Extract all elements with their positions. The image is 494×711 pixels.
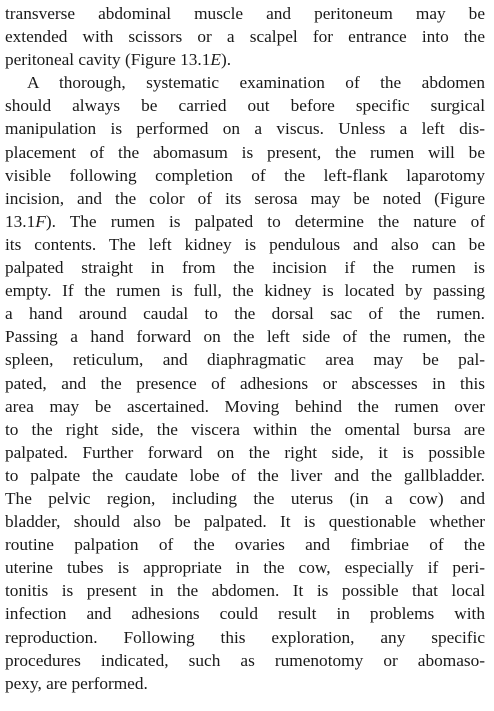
text-line: pated, and the presence of adhesions or abscesses in this [5, 373, 485, 393]
text-line: area may be ascertained. Moving behind the rumen over [5, 396, 485, 416]
text-line: tonitis is present in the abdomen. It is possible that local [5, 581, 485, 601]
figure-panel-letter: E [210, 50, 221, 70]
text-line: uterine tubes is appropriate in the cow, especially if peri- [5, 558, 485, 578]
text-line: Passing a hand forward on the left side of the rumen, the [5, 327, 485, 347]
text-line: routine palpation of the ovaries and fimbriae of the [5, 535, 485, 555]
text-line: placement of the abomasum is present, the rumen will be [5, 142, 485, 162]
text-line: empty. If the rumen is full, the kidney is located by passing [5, 281, 485, 301]
text-line: palpated. Further forward on the right side, it is possible [5, 442, 485, 462]
text-line: bladder, should also be palpated. It is questionable whether [5, 512, 485, 532]
text-line: procedures indicated, such as rumenotomy or abomaso- [5, 650, 485, 670]
text-line: 13.1F). The rumen is palpated to determine the nature of [5, 211, 485, 231]
text-line: to the right side, the viscera within the omental bursa are [5, 419, 485, 439]
text-line: should always be carried out before specific surgical [5, 96, 485, 116]
text-line: incision, and the color of its serosa may be noted (Figure [5, 188, 485, 208]
text-line: transverse abdominal muscle and peritoneum may be [5, 4, 485, 23]
text-line: visible following completion of the left-flank laparotomy [5, 165, 485, 185]
text-line: peritoneal cavity (Figure 13.1E). [5, 50, 232, 70]
paragraph-2 [5, 71, 485, 695]
text-line: a hand around caudal to the dorsal sac of the rumen. [5, 304, 485, 324]
text-line: spleen, reticulum, and diaphragmatic area may be pal- [5, 350, 485, 370]
text-line: palpated straight in from the incision if the rumen is [5, 258, 485, 278]
text-line: manipulation is performed on a viscus. Unless a left dis- [5, 119, 485, 139]
paragraph-1 [5, 2, 485, 71]
text-line: A thorough, systematic examination of the abdomen [27, 73, 485, 93]
text-line: infection and adhesions could result in problems with [5, 604, 485, 624]
text-line: its contents. The left kidney is pendulous and also can be [5, 234, 485, 254]
text-line: reproduction. Following this exploration, any specific [5, 627, 485, 647]
body-text [5, 2, 485, 695]
text-line: pexy, are performed. [5, 673, 148, 693]
text-line: to palpate the caudate lobe of the liver and the gallbladder. [5, 465, 485, 485]
text-line: The pelvic region, including the uterus (in a cow) and [5, 488, 485, 508]
figure-panel-letter: F [35, 211, 46, 231]
text-line: extended with scissors or a scalpel for entrance into the [5, 27, 485, 47]
